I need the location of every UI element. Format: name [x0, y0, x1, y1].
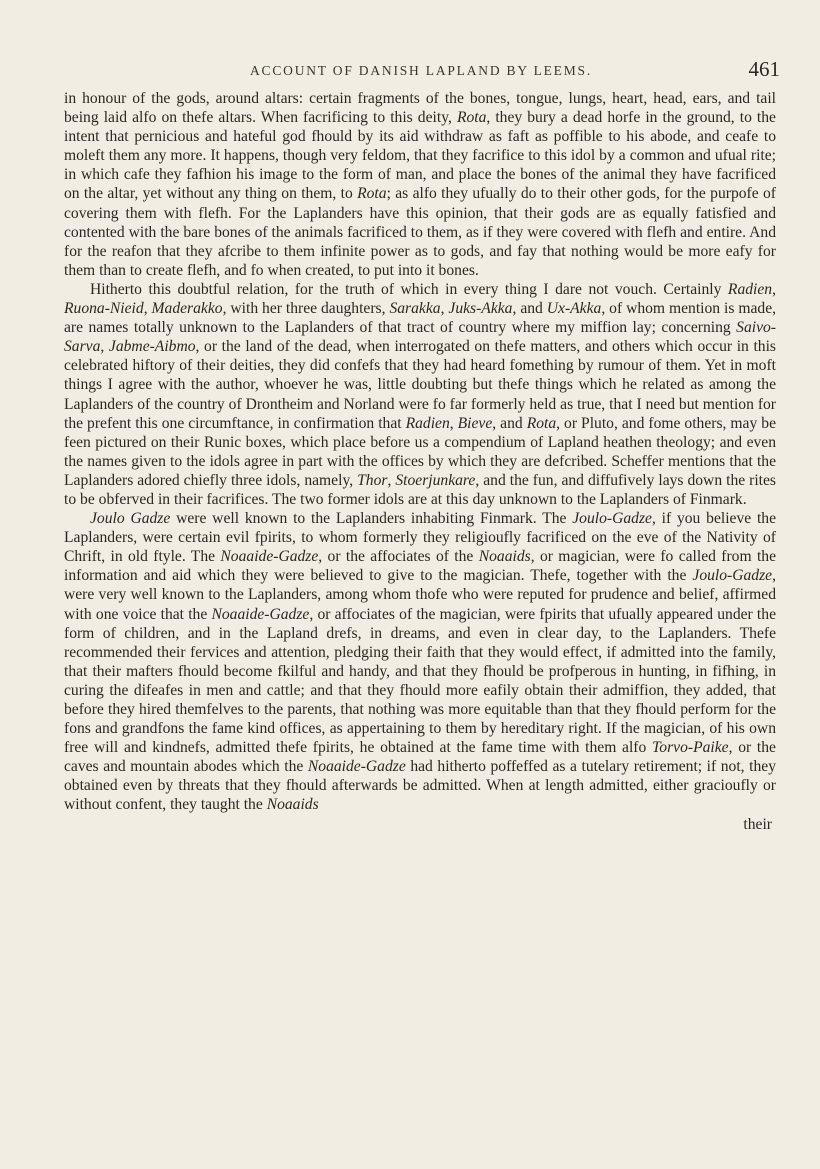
italic-term: Noaaide-Gadze	[307, 758, 406, 776]
italic-term: Noaaide-Gadze	[211, 605, 310, 623]
italic-term: Saivo-Sarva	[64, 319, 776, 356]
italic-term: Ux-Akka	[546, 300, 602, 318]
italic-term: Stoerjunkare	[395, 471, 476, 489]
italic-term: Joulo-Gadze	[572, 510, 652, 528]
italic-term: Radien	[405, 414, 450, 432]
page-number: 461	[748, 57, 780, 81]
italic-term: Juks-Akka	[448, 300, 513, 318]
italic-term: Jabme-Aibmo	[108, 338, 196, 356]
paragraph: Joulo Gadze were well known to the Laplanders inhabiting Finmark. The Joulo-Gadze, if you believe the Laplanders, were certain evil fpirits, to whom formerly they religioufly facrificed on the eve of the Nativity of Chrift, in old ftyle. The Noaaide-Gadze, or the affociates of the Noaaids, or magician, were fo called from the information and aid which they were believed to give to the magician. Thefe, together with the Joulo-Gadze, were very well known to the Laplanders, among whom thofe who were reputed for prudence and belief, affirmed with one voice that the Noaaide-Gadze, or affociates of the magician, were fpirits that ufually appeared under the form of children, and in the Lapland drefs, in dreams, and even in clear day, to the Laplanders. Thefe recommended their fervices and attention, pledging their faith that they would effect, if admitted into the family, that their mafters fhould become fkilful and handy, and that they fhould be profperous in hunting, in fifhing, in curing the difeafes in men and cattle; and that they fhould more eafily obtain their admiffion, they added, that before they hired themfelves to the parents, that nothing was more equitable than that they fhould perform for the fons and grandfons the fame kind offices, as appertaining to them by hereditary right. If the magician, of his own free will and kindnefs, admitted thefe fpirits, he obtained at the fame time with them alfo Torvo-Paike, or the caves and mountain abodes which the Noaaide-Gadze had hitherto poffeffed as a tutelary retirement; if not, they obtained even by threats that they fhould afterwards be admitted. When at length admitted, either gracioufly or without confent, they taught the Noaaids	[64, 510, 777, 814]
paragraph: in honour of the gods, around altars: certain fragments of the bones, tongue, lungs, heart, head, ears, and tail being laid alfo on thefe altars. When facrificing to this deity, Rota, they bury a dead horfe in the ground, to the intent that pernicious and hateful god fhould by its aid withdraw as faft as poffible to his abode, and ceafe to moleft them any more. It happens, though very feldom, that they facrifice to this idol by a common and ufual rite; in which cafe they fafhion his image to the form of man, and place the bones of the animal they have facrificed on the altar, yet without any thing on them, to Rota; as alfo they ufually do to their other gods, for the purpofe of covering them with flefh. For the Laplanders have this opinion, that their gods are as equally fatisfied and contented with the bare bones of the animals facrificed to them, as if they were covered with flefh and entire. And for the reafon that they afcribe to them infinite power as to gods, and fay that nothing would be more eafy for them than to create flefh, and fo when created, to put into it bones.	[64, 90, 776, 279]
italic-term: Rota	[456, 109, 487, 127]
italic-term: Noaaide-Gadze	[220, 548, 319, 566]
paragraph: Hitherto this doubtful relation, for the truth of which in every thing I dare not vouch. Certainly Radien, Ruona-Nieid, Maderakko, with her three daughters, Sarakka, Juks-Akka, and Ux-Akka, of whom mention is made, are names totally unknown to the Laplanders of that tract of country where my miffion lay; concerning Saivo-Sarva, Jabme-Aibmo, or the land of the dead, when interrogated on thefe matters, and others which occur in this celebrated hiftory of their deities, they did confefs that they had heard fomething by rumour of them. Yet in moft things I agree with the author, whoever he was, little doubting but thefe things which he related as among the Laplanders of the country of Drontheim and Norland were fo far formerly held as true, that I need but mention for the prefent this one circumftance, in confirmation that Radien, Bieve, and Rota, or Pluto, and fome others, may be feen pictured on their Runic boxes, which place before us a compendium of Lapland heathen theology; and even the names given to the idols agree in part with the offices by which they are defcribed. Scheffer mentions that the Laplanders adored chiefly three idols, namely, Thor, Stoerjunkare, and the fun, and diffufively lays down the rites to be obferved in their facrifices. The two former idols are at this day unknown to the Laplanders of Finmark.	[64, 280, 777, 508]
italic-term: Noaaids	[478, 548, 531, 566]
italic-term: Bieve	[457, 414, 493, 432]
catchword: their	[743, 815, 772, 833]
italic-term: Rota	[526, 414, 557, 432]
italic-term: Torvo-Paike	[652, 739, 729, 757]
italic-term: Ruona-Nieid	[64, 300, 144, 318]
page-header	[62, 57, 780, 89]
italic-term: Thor	[357, 471, 388, 489]
body-text	[64, 89, 776, 834]
italic-term: Sarakka	[389, 300, 441, 318]
running-head: ACCOUNT OF DANISH LAPLAND BY LEEMS.	[249, 63, 593, 78]
italic-term: Joulo Gadze	[90, 510, 171, 528]
italic-term: Radien	[727, 280, 773, 298]
italic-term: Rota	[357, 185, 387, 203]
italic-term: Maderakko	[151, 300, 223, 318]
italic-term: Joulo-Gadze	[692, 567, 773, 585]
italic-term: Noaaids	[266, 796, 319, 814]
